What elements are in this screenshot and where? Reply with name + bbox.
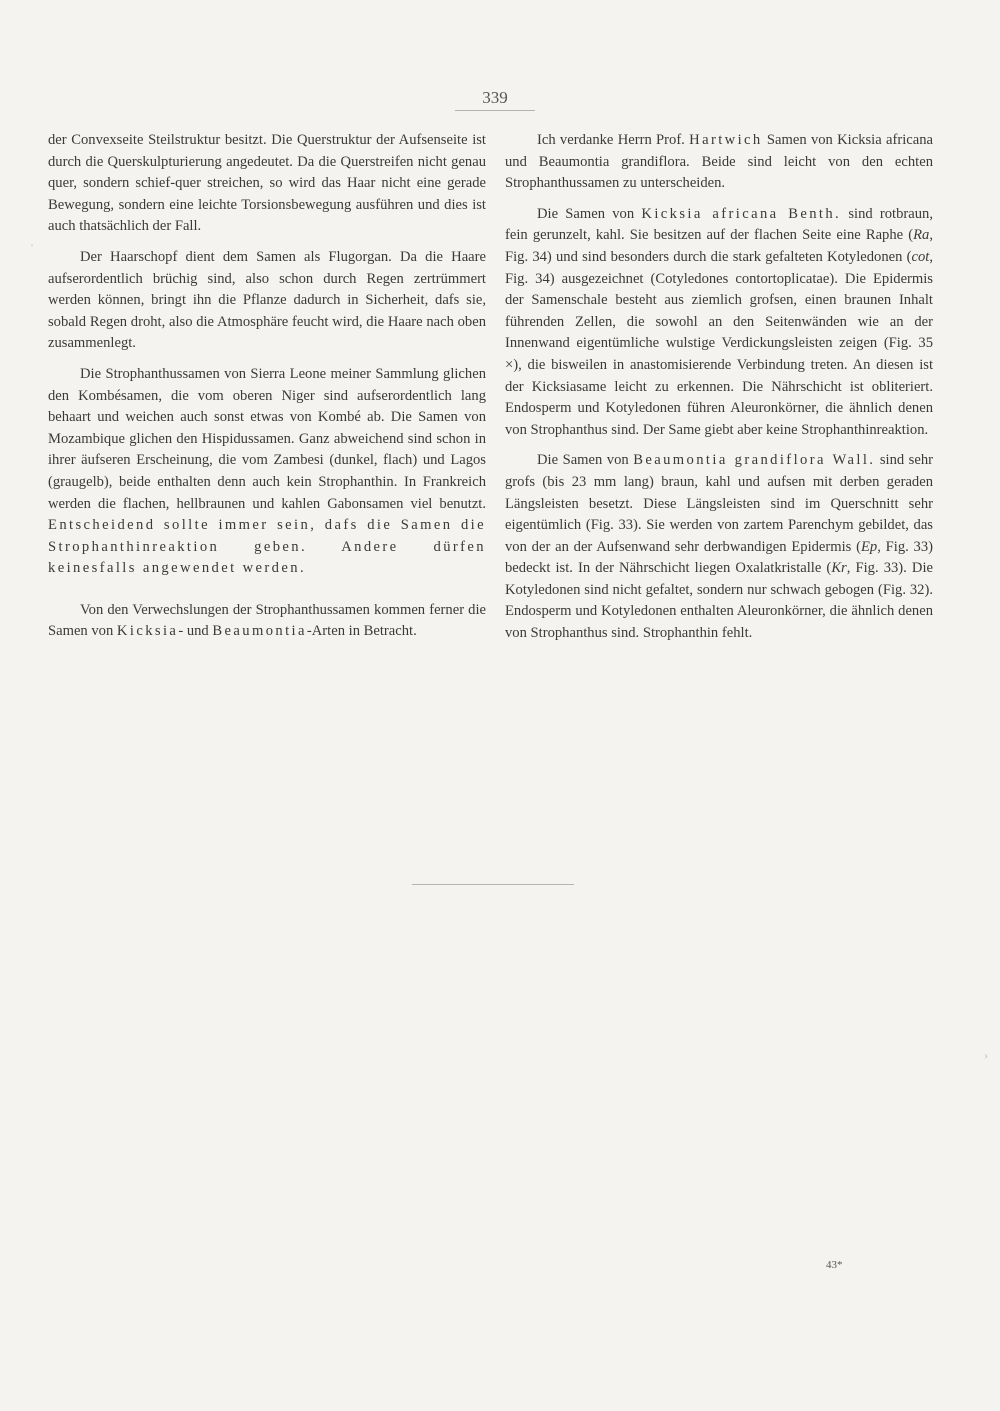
text-run: Von den Verwechslungen der Strophanthussamen kommen ferner die Samen von bbox=[48, 601, 486, 640]
scan-speck: · bbox=[30, 238, 34, 252]
spaced-text: Beaumontia bbox=[212, 623, 307, 640]
text-run: , Fig. 34) ausgezeichnet (Cotyledones contortoplicatae). Die Epidermis der Samenschale besteht aus ziemlich grofsen, einen braunen Inhalt führenden Zellen, die sowohl an den Seitenwänden wie an der Innenwand eigentümliche wulstige Verdickungsleisten zeigen (Fig. 35 ×), die bisweilen in anastomisierende Verbindung treten. An diesen ist der Kicksiasame leicht zu erkennen. Die Nährschicht ist obliteriert. Endosperm und Kotyledonen führen Aleuronkörner, die ähnlich denen von Strophanthus sind. Der Same giebt aber keine Strophanthinreaktion. bbox=[505, 248, 933, 438]
paragraph bbox=[505, 204, 933, 442]
scan-speck: › bbox=[984, 1048, 988, 1062]
text-run: Die Samen von bbox=[537, 452, 634, 469]
text-run: Die Strophanthussamen von Sierra Leone meiner Sammlung glichen den Kombésamen, die vom oberen Niger sind aufserordentlich lang behaart und weichen auch sonst etwas von Kombé ab. Die Samen von Mozambique glichen den Hispidussamen. Ganz abweichend sind schon in ihrer äufseren Erscheinung, die vom Zambesi (dunkel, flach) und Lagos (graugelb), beide enthalten denn auch kein Strophanthin. In Frankreich werden die flachen, hellbraunen und kahlen Gabonsamen viel benutzt. bbox=[48, 365, 486, 512]
text-run: sind rotbraun, fein gerunzelt, kahl. Sie besitzen auf der flachen Seite eine Raphe ( bbox=[505, 205, 933, 244]
paragraph bbox=[505, 130, 933, 195]
text-run: -Arten in Betracht. bbox=[306, 623, 417, 640]
right-column bbox=[505, 130, 933, 654]
text-run: Der Haarschopf dient dem Samen als Flugorgan. Da die Haare aufserordentlich brüchig sind, also schon durch Regen zertrümmert werden können, bringt ihn die Pflanze dadurch in Sicherheit, dafs sie, sobald Regen droht, also die Atmosphäre feucht wird, die Haare nach oben zusammenlegt. bbox=[48, 248, 486, 352]
signature-mark: 43* bbox=[826, 1259, 843, 1271]
spaced-text: Hartwich bbox=[689, 132, 763, 148]
text-run: , Fig. 33). Die Kotyledonen sind nicht gefaltet, sondern nur schwach gebogen (Fig. 32). Endosperm und Kotyledonen enthalten Aleuronkörner, die ähnlich denen von Strophanthus sind. Strophanthin fehlt. bbox=[505, 560, 933, 642]
paragraph bbox=[505, 450, 933, 644]
italic-text: cot bbox=[911, 248, 930, 265]
paragraph bbox=[48, 130, 486, 238]
spaced-text: Kicksia bbox=[116, 623, 179, 640]
text-run: sind sehr grofs (bis 23 mm lang) braun, kahl und aufsen mit derben geraden Längsleisten besetzt. Diese Längsleisten sind im Querschnitt sehr eigentümlich (Fig. 33). Sie werden von zartem Parenchym gebildet, das von der an der Aufsenwand sehr derbwandigen Epidermis ( bbox=[505, 452, 933, 555]
text-run: , Fig. 34) und sind besonders durch die stark gefalteten Kotyledonen ( bbox=[505, 227, 933, 265]
left-column bbox=[48, 130, 486, 652]
text-run: Ich verdanke Herrn Prof. bbox=[537, 132, 690, 148]
italic-text: Ep bbox=[861, 538, 878, 555]
spaced-text: Entscheidend sollte immer sein, dafs die Samen die Strophanthinreaktion geben. Andere dürfen keinesfalls angewendet werden. bbox=[48, 517, 486, 577]
text-run: - und bbox=[178, 623, 213, 640]
text-run: Die Samen von bbox=[537, 205, 642, 222]
spaced-text: Beaumontia grandiflora Wall. bbox=[633, 452, 876, 469]
text-run: der Convexseite Steilstruktur besitzt. Die Querstruktur der Aufsenseite ist durch die Querskulpturierung angedeutet. Da die Querstreifen nicht genau quer, sondern schief-quer streichen, so wird das Haar nicht eine gerade Bewegung, sondern eine leichte Torsionsbewegung ausführen und dies ist auch thatsächlich der Fall. bbox=[48, 132, 486, 235]
paragraph bbox=[48, 364, 486, 580]
text-run: Samen von Kicksia africana und Beaumontia grandiflora. Beide sind leicht von den echten Strophanthussamen zu unterscheiden. bbox=[505, 132, 933, 192]
paragraph bbox=[48, 600, 486, 643]
text-run: , Fig. 33) bedeckt ist. In der Nährschicht liegen Oxalatkristalle ( bbox=[505, 538, 934, 577]
spaced-text: Kicksia africana Benth. bbox=[641, 205, 842, 222]
page-number: 339 bbox=[455, 88, 535, 111]
italic-text: Kr bbox=[831, 560, 847, 577]
italic-text: Ra bbox=[913, 227, 930, 244]
separator-rule bbox=[412, 884, 574, 885]
paragraph bbox=[48, 247, 486, 355]
